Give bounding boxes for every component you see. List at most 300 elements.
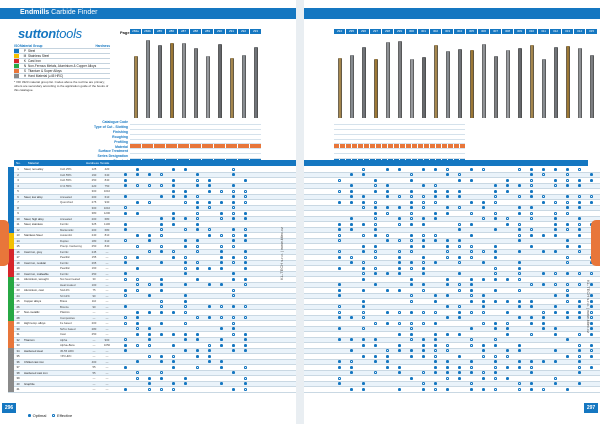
optimal-dot-icon <box>470 371 473 374</box>
optimal-dot-icon <box>124 305 127 308</box>
attribute-cell <box>370 130 375 134</box>
effective-dot-icon <box>232 234 235 237</box>
effective-dot-icon <box>434 388 437 391</box>
material-condition: Heat treated <box>60 282 76 287</box>
material-hardness: 200 <box>91 321 97 326</box>
effective-dot-icon <box>196 250 199 253</box>
attribute-cell <box>394 144 399 148</box>
optimal-dot-icon <box>196 338 199 341</box>
optimal-dot-icon <box>398 272 401 275</box>
attribute-cell <box>238 125 249 129</box>
attribute-cell <box>442 130 447 134</box>
endmill-shape <box>518 48 522 118</box>
attribute-cell <box>202 125 213 129</box>
material-number: 26 <box>16 304 20 309</box>
attribute-label: Catalogue Code <box>102 120 128 124</box>
material-name: Cast iron, nodular <box>24 260 47 265</box>
effective-dot-icon <box>136 245 139 248</box>
optimal-dot-icon <box>386 355 389 358</box>
optimal-dot-icon <box>338 366 341 369</box>
attribute-cell <box>394 120 399 124</box>
optimal-dot-icon <box>494 300 497 303</box>
effective-dot-icon <box>148 355 151 358</box>
effective-dot-icon <box>494 388 497 391</box>
suitability-cell <box>216 387 227 393</box>
optimal-dot-icon <box>482 349 485 352</box>
optimal-dot-icon <box>446 283 449 286</box>
attribute-cell <box>238 144 249 148</box>
optimal-dot-icon <box>554 234 557 237</box>
endmill-shape <box>362 47 366 118</box>
attribute-cell <box>352 125 357 129</box>
effective-dot-icon <box>410 322 413 325</box>
endmill-shape <box>590 55 594 118</box>
optimal-dot-icon <box>148 234 151 237</box>
effective-dot-icon <box>578 168 581 171</box>
optimal-dot-icon <box>578 206 581 209</box>
material-hardness: 90 <box>92 304 96 309</box>
attribute-cell <box>214 135 225 139</box>
endmill-image <box>370 36 381 118</box>
effective-dot-icon <box>362 311 365 314</box>
attribute-label: Material <box>115 144 128 149</box>
endmill-shape <box>146 40 150 118</box>
material-hardness: — <box>92 337 96 342</box>
material-condition: Alpha+Beta <box>60 343 75 348</box>
material-hardness: 110 <box>91 299 97 304</box>
effective-dot-icon <box>422 261 425 264</box>
effective-dot-icon <box>506 355 509 358</box>
optimal-dot-icon <box>578 245 581 248</box>
attribute-cell <box>250 125 261 129</box>
optimal-dot-icon <box>446 195 449 198</box>
optimal-dot-icon <box>362 388 365 391</box>
effective-dot-icon <box>196 212 199 215</box>
optimal-dot-icon <box>578 349 581 352</box>
tool-image-row <box>334 36 597 118</box>
optimal-dot-icon <box>208 305 211 308</box>
table-row <box>304 387 600 393</box>
attribute-label: Profiling <box>114 139 128 144</box>
optimal-dot-icon <box>398 388 401 391</box>
optimal-dot-icon <box>136 212 139 215</box>
attribute-cell <box>340 130 345 134</box>
optimal-dot-icon <box>160 311 163 314</box>
optimal-dot-icon <box>542 272 545 275</box>
material-condition: Bronze <box>60 304 69 309</box>
optimal-dot-icon <box>350 184 353 187</box>
optimal-dot-icon <box>244 338 247 341</box>
effective-dot-icon <box>422 206 425 209</box>
material-tensile: — <box>105 326 109 331</box>
material-number: 11 <box>16 222 20 227</box>
effective-dot-icon <box>566 201 569 204</box>
optimal-dot-icon <box>232 173 235 176</box>
legend-name: Non-Ferrous Metals, Aluminium & Copper Alloys <box>28 63 97 68</box>
effective-dot-icon <box>244 228 247 231</box>
effective-dot-icon <box>542 195 545 198</box>
endmill-image <box>154 36 165 118</box>
effective-dot-icon <box>220 316 223 319</box>
optimal-dot-icon <box>530 168 533 171</box>
attribute-cell <box>358 135 363 139</box>
material-tensile: 930 <box>104 200 110 205</box>
effective-dot-icon <box>148 184 151 187</box>
effective-dot-icon <box>494 212 497 215</box>
optimal-dot-icon <box>398 261 401 264</box>
effective-dot-icon <box>172 250 175 253</box>
effective-dot-icon <box>422 195 425 198</box>
optimal-dot-icon <box>554 349 557 352</box>
optimal-dot-icon <box>530 360 533 363</box>
effective-dot-icon <box>566 256 569 259</box>
effective-dot-icon <box>410 327 413 330</box>
attribute-cell <box>340 154 345 158</box>
optimal-dot-icon <box>350 366 353 369</box>
optimal-dot-icon <box>590 355 593 358</box>
optimal-dot-icon <box>458 239 461 242</box>
attribute-cell <box>352 135 357 139</box>
attribute-cell <box>400 120 405 124</box>
page-pill: 300 <box>406 29 417 34</box>
endmill-shape <box>350 55 354 118</box>
attribute-cell <box>190 149 201 153</box>
optimal-dot-icon <box>434 239 437 242</box>
effective-dot-icon <box>160 245 163 248</box>
optimal-dot-icon <box>160 223 163 226</box>
effective-dot-icon <box>434 311 437 314</box>
material-number: 27 <box>16 310 20 315</box>
page-pill: 297 <box>370 29 381 34</box>
optimal-dot-icon <box>160 278 163 281</box>
effective-dot-icon <box>458 305 461 308</box>
effective-dot-icon <box>434 349 437 352</box>
material-hardness: 245 <box>91 249 97 254</box>
effective-dot-icon <box>124 316 127 319</box>
effective-dot-icon <box>160 228 163 231</box>
material-tensile: 750 <box>104 183 110 188</box>
material-name: Titanium <box>24 337 35 342</box>
effective-dot-icon <box>458 289 461 292</box>
optimal-dot-icon <box>124 272 127 275</box>
material-tensile: — <box>105 359 109 364</box>
suitability-cell <box>382 387 393 393</box>
attribute-cell <box>190 144 201 148</box>
material-tensile: — <box>105 288 109 293</box>
attribute-cell <box>166 135 177 139</box>
optimal-dot-icon <box>232 201 235 204</box>
attribute-cell <box>442 144 447 148</box>
optimal-dot-icon <box>494 360 497 363</box>
effective-dot-icon <box>482 355 485 358</box>
effective-dot-icon <box>362 206 365 209</box>
optimal-dot-icon <box>434 366 437 369</box>
optimal-dot-icon <box>124 388 127 391</box>
optimal-dot-icon <box>184 283 187 286</box>
attribute-cell <box>226 140 237 144</box>
effective-dot-icon <box>160 173 163 176</box>
effective-dot-icon <box>410 212 413 215</box>
attribute-cell <box>226 144 237 148</box>
effective-dot-icon <box>470 338 473 341</box>
optimal-dot-icon <box>470 283 473 286</box>
tool-image-row <box>130 36 261 118</box>
attribute-cell <box>388 140 393 144</box>
material-number: 24 <box>16 293 20 298</box>
optimal-dot-icon <box>410 190 413 193</box>
optimal-dot-icon <box>434 371 437 374</box>
page-pill: 286 <box>166 29 177 34</box>
material-number: 1 <box>17 167 19 172</box>
optimal-dot-icon <box>542 283 545 286</box>
endmill-shape <box>566 46 570 118</box>
effective-dot-icon <box>494 366 497 369</box>
effective-dot-icon <box>136 327 139 330</box>
attribute-cell <box>352 120 357 124</box>
material-hardness: 200 <box>91 227 97 232</box>
suitability-cells <box>334 387 597 393</box>
right-page <box>304 0 600 424</box>
optimal-dot-icon <box>362 355 365 358</box>
material-hardness: 280 <box>91 326 97 331</box>
optimal-dot-icon <box>160 322 163 325</box>
effective-dot-icon <box>220 305 223 308</box>
footer-legend: Optimal Effective <box>28 413 72 418</box>
effective-dot-icon <box>374 201 377 204</box>
attribute-cell <box>376 154 381 158</box>
legend-code: P <box>23 48 27 53</box>
optimal-dot-icon <box>362 250 365 253</box>
attribute-cell <box>154 125 165 129</box>
endmill-image <box>142 36 153 118</box>
attribute-cell <box>442 140 447 144</box>
effective-dot-icon <box>410 294 413 297</box>
optimal-dot-icon <box>422 272 425 275</box>
material-condition: >55 HRC <box>60 354 72 359</box>
optimal-dot-icon <box>410 377 413 380</box>
endmill-image <box>586 36 597 118</box>
endmill-image <box>214 36 225 118</box>
optimal-dot-icon <box>172 344 175 347</box>
optimal-dot-icon <box>506 184 509 187</box>
effective-dot-icon <box>482 217 485 220</box>
optimal-dot-icon <box>470 168 473 171</box>
optimal-dot-icon <box>184 382 187 385</box>
material-table-header <box>304 160 588 166</box>
optimal-dot-icon <box>518 349 521 352</box>
page-pill: 315 <box>586 29 597 34</box>
page-pill: 303 <box>442 29 453 34</box>
effective-dot-icon <box>518 168 521 171</box>
attribute-cell <box>406 130 411 134</box>
effective-dot-icon <box>518 289 521 292</box>
page-pill: 308 <box>502 29 513 34</box>
endmill-shape <box>530 45 534 118</box>
optimal-dot-icon <box>136 201 139 204</box>
optimal-dot-icon <box>362 305 365 308</box>
optimal-dot-icon <box>458 355 461 358</box>
attribute-cell <box>166 154 177 158</box>
attribute-cell <box>154 144 165 148</box>
attribute-cell <box>406 125 411 129</box>
optimal-dot-icon <box>434 190 437 193</box>
attribute-cell <box>214 140 225 144</box>
table-row <box>8 387 296 393</box>
page-pill: 299 <box>394 29 405 34</box>
material-number: 28 <box>16 315 20 320</box>
suitability-cell <box>394 387 405 393</box>
material-condition: Quenched <box>60 200 73 205</box>
optimal-dot-icon <box>124 184 127 187</box>
attribute-cell <box>250 149 261 153</box>
optimal-dot-icon <box>458 311 461 314</box>
attribute-cell <box>460 125 465 129</box>
optimal-dot-icon <box>184 261 187 264</box>
material-condition: Annealed <box>60 194 72 199</box>
effective-dot-icon <box>232 206 235 209</box>
attribute-cell <box>166 120 177 124</box>
attribute-cell <box>436 120 441 124</box>
optimal-dot-icon <box>136 234 139 237</box>
endmill-image <box>550 36 561 118</box>
optimal-dot-icon <box>578 217 581 220</box>
material-condition: Si≤12% <box>60 288 70 293</box>
endmill-image <box>490 36 501 118</box>
effective-dot-icon <box>160 388 163 391</box>
attribute-label: Roughing <box>112 134 128 139</box>
legend-code: N <box>23 63 27 68</box>
endmill-shape <box>470 50 474 118</box>
optimal-dot-icon <box>422 245 425 248</box>
optimal-dot-icon <box>410 201 413 204</box>
optimal-dot-icon <box>458 316 461 319</box>
effective-dot-icon <box>566 228 569 231</box>
optimal-dot-icon <box>410 333 413 336</box>
material-number: 14 <box>16 238 20 243</box>
attribute-cell <box>166 130 177 134</box>
attribute-cell <box>238 120 249 124</box>
attribute-cell <box>358 120 363 124</box>
effective-dot-icon <box>184 322 187 325</box>
page-pill: 294 <box>334 29 345 34</box>
optimal-dot-icon <box>338 228 341 231</box>
optimal-dot-icon <box>422 168 425 171</box>
material-condition: Fe based <box>60 321 72 326</box>
optimal-dot-icon <box>506 349 509 352</box>
material-number: 13 <box>16 233 20 238</box>
effective-dot-icon <box>554 201 557 204</box>
effective-dot-icon <box>554 377 557 380</box>
optimal-dot-icon <box>410 311 413 314</box>
legend-name: Hard Material (≥45 HRC) <box>28 73 64 78</box>
suitability-cell <box>180 387 191 393</box>
optimal-dot-icon <box>446 371 449 374</box>
attribute-cell <box>388 130 393 134</box>
effective-dot-icon <box>578 366 581 369</box>
material-tensile: — <box>105 348 109 353</box>
optimal-dot-icon <box>530 300 533 303</box>
optimal-dot-icon <box>386 184 389 187</box>
optimal-dot-icon <box>220 250 223 253</box>
attribute-cell <box>430 144 435 148</box>
optimal-dot-icon <box>530 382 533 385</box>
effective-dot-icon <box>410 300 413 303</box>
optimal-dot-icon <box>470 201 473 204</box>
page-pill: 302 <box>430 29 441 34</box>
material-condition: Ni/Co based <box>60 326 76 331</box>
effective-dot-icon <box>518 278 521 281</box>
optimal-dot-icon <box>28 414 31 417</box>
effective-dot-icon <box>446 349 449 352</box>
optimal-dot-icon <box>578 201 581 204</box>
attribute-cell <box>364 144 369 148</box>
optimal-dot-icon <box>458 366 461 369</box>
attribute-cell <box>340 140 345 144</box>
optimal-dot-icon <box>422 184 425 187</box>
attribute-cell <box>358 149 363 153</box>
optimal-dot-icon <box>232 217 235 220</box>
attribute-cell <box>406 144 411 148</box>
effective-dot-icon <box>148 283 151 286</box>
material-name: Copper alloys <box>24 299 42 304</box>
effective-dot-icon <box>590 349 593 352</box>
optimal-dot-icon <box>124 195 127 198</box>
effective-dot-icon <box>494 201 497 204</box>
suitability-cell <box>204 387 215 393</box>
material-hardness: — <box>92 387 96 392</box>
material-condition: Ferritic <box>60 271 69 276</box>
material-tensile: — <box>105 365 109 370</box>
endmill-image <box>358 36 369 118</box>
effective-dot-icon <box>350 360 353 363</box>
effective-dot-icon <box>160 371 163 374</box>
attribute-cell <box>190 130 201 134</box>
endmill-shape <box>230 58 234 118</box>
effective-dot-icon <box>374 256 377 259</box>
optimal-dot-icon <box>554 179 557 182</box>
attribute-cell <box>442 135 447 139</box>
effective-dot-icon <box>136 283 139 286</box>
optimal-dot-icon <box>506 311 509 314</box>
material-tensile: 840 <box>104 178 110 183</box>
attribute-cell <box>250 144 261 148</box>
optimal-dot-icon <box>590 173 593 176</box>
attribute-cell <box>460 140 465 144</box>
optimal-dot-icon <box>160 355 163 358</box>
material-hardness: 265 <box>91 260 97 265</box>
material-hardness: — <box>92 315 96 320</box>
material-number: 34 <box>16 348 20 353</box>
optimal-dot-icon <box>374 234 377 237</box>
optimal-dot-icon <box>446 212 449 215</box>
optimal-dot-icon <box>374 344 377 347</box>
optimal-dot-icon <box>518 261 521 264</box>
legend-name: Titanium & Super Alloys <box>28 68 62 73</box>
attribute-cell <box>430 154 435 158</box>
material-tensile: — <box>105 271 109 276</box>
effective-dot-icon <box>208 344 211 347</box>
optimal-dot-icon <box>482 294 485 297</box>
optimal-dot-icon <box>410 206 413 209</box>
attribute-cell <box>460 120 465 124</box>
attribute-cell <box>130 125 141 129</box>
optimal-dot-icon <box>542 250 545 253</box>
material-name: Stainless Steel <box>24 233 43 238</box>
legend-name: Steel <box>28 48 36 53</box>
attribute-cell <box>142 125 153 129</box>
attribute-cell <box>424 154 429 158</box>
effective-dot-icon <box>554 212 557 215</box>
